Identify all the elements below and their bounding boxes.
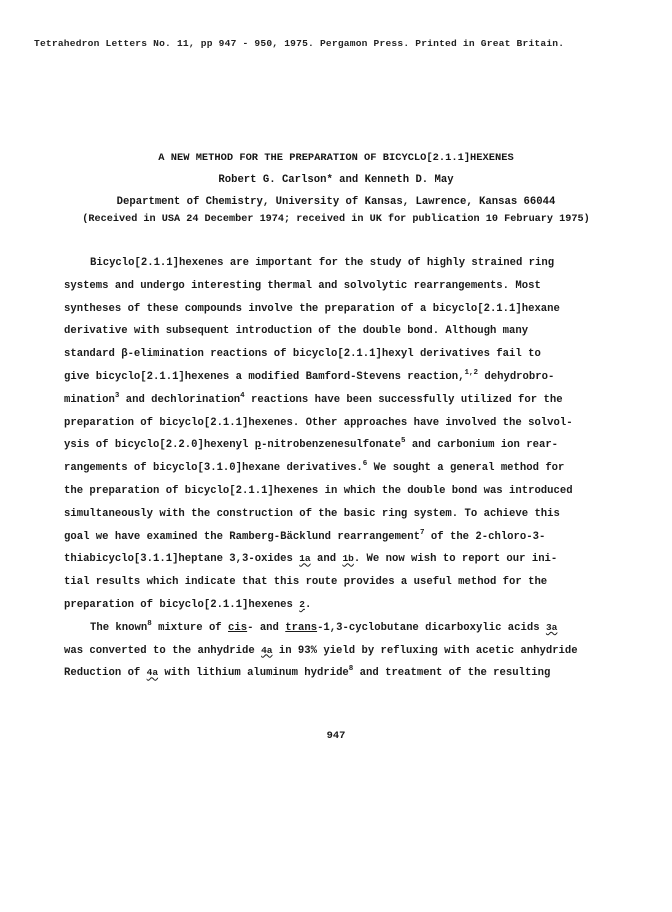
authors: Robert G. Carlson* and Kenneth D. May (218, 174, 454, 186)
text-run: and carbonium ion rear- (405, 439, 559, 452)
body-text (64, 252, 624, 685)
compound-label: 3a (545, 621, 558, 633)
text-run: in 93% yield by refluxing with acetic anhydride (272, 644, 578, 657)
text-run: Reduction of (64, 667, 147, 680)
underlined-text: p (254, 439, 262, 452)
text-run: -nitrobenzenesulfonate (261, 439, 401, 452)
reference-superscript: 5 (400, 437, 406, 446)
text-run: mination (64, 393, 115, 406)
compound-label: 1a (299, 553, 311, 565)
text-run: with lithium aluminum hydride (158, 667, 349, 680)
body-line (64, 389, 624, 412)
text-run: preparation of bicyclo[2.1.1]hexenes (64, 598, 300, 611)
reference-superscript: 3 (114, 391, 120, 400)
text-run: rangements of bicyclo[3.1.0]hexane derivatives. (64, 462, 363, 475)
underlined-text: trans (285, 621, 318, 634)
compound-label: 4a (146, 667, 159, 679)
body-line (64, 526, 624, 549)
reference-superscript: 1,2 (464, 368, 479, 377)
compound-label: 1b (342, 553, 354, 565)
compound-label: 4a (261, 644, 273, 656)
text-run: goal we have examined the Ramberg-Bäcklund rearrangement (64, 530, 421, 543)
page-number: 947 (326, 730, 346, 742)
body-line (64, 434, 624, 457)
reference-superscript: 8 (147, 619, 152, 628)
compound-label: 2 (299, 598, 305, 610)
received-dates: (Received in USA 24 December 1974; received in UK for publication 10 February 1975) (82, 214, 590, 225)
body-line (64, 366, 624, 389)
body-line: the preparation of bicyclo[2.1.1]hexenes in which the double bond was introduced (64, 484, 573, 497)
text-run: dehydrobro- (478, 370, 555, 383)
text-run: was converted to the anhydride (64, 644, 262, 657)
text-run: We sought a general method for (367, 462, 565, 475)
body-line: preparation of bicyclo[2.1.1]hexenes. Other approaches have involved the solvol- (64, 416, 573, 429)
reference-superscript: 6 (362, 460, 368, 469)
body-line: simultaneously with the construction of the basic ring system. To achieve this (64, 507, 560, 520)
text-run: and dechlorination (119, 393, 241, 406)
text-run: of the 2-chloro-3- (424, 530, 546, 543)
running-header: Tetrahedron Letters No. 11, pp 947 - 950, 1975. Pergamon Press. Printed in Great Britain. (34, 38, 565, 49)
text-run: . We now wish to report our ini- (353, 553, 558, 566)
reference-superscript: 8 (348, 665, 354, 674)
body-line (64, 594, 624, 617)
text-run: reactions have been successfully utilized for the (244, 393, 563, 406)
body-line: tial results which indicate that this route provides a useful method for the (64, 576, 548, 589)
body-line: derivative with subsequent introduction of the double bond. Although many (64, 325, 529, 338)
body-line (64, 640, 624, 663)
body-line: Bicyclo[2.1.1]hexenes are important for the study of highly strained ring (90, 257, 555, 269)
text-run: mixture of (151, 621, 229, 634)
text-run: ysis of bicyclo[2.2.0]hexenyl (64, 439, 255, 452)
underlined-text: cis (228, 621, 248, 634)
text-run: - and (247, 621, 286, 634)
body-line: standard β-elimination reactions of bicyclo[2.1.1]hexyl derivatives fail to (64, 348, 541, 361)
affiliation: Department of Chemistry, University of Kansas, Lawrence, Kansas 66044 (116, 196, 556, 208)
text-run: and (310, 553, 343, 566)
reference-superscript: 7 (420, 528, 425, 537)
text-run: thiabicyclo[3.1.1]heptane 3,3-oxides (64, 553, 300, 566)
body-line (64, 662, 624, 685)
reference-superscript: 4 (240, 391, 245, 400)
article-title: A NEW METHOD FOR THE PREPARATION OF BICYCLO[2.1.1]HEXENES (158, 152, 514, 164)
body-line: syntheses of these compounds involve the preparation of a bicyclo[2.1.1]hexane (64, 302, 560, 315)
text-run: The known (90, 621, 148, 634)
text-run: -1,3-cyclobutane dicarboxylic acids (317, 621, 546, 634)
text-run: give bicyclo[2.1.1]hexenes a modified Bamford-Stevens reaction, (64, 370, 465, 383)
body-line (64, 548, 624, 571)
text-run: and treatment of the resulting (353, 667, 551, 680)
body-line (64, 457, 624, 480)
body-line (64, 617, 624, 640)
text-run: . (304, 598, 312, 611)
body-line: systems and undergo interesting thermal and solvolytic rearrangements. Most (64, 279, 541, 292)
